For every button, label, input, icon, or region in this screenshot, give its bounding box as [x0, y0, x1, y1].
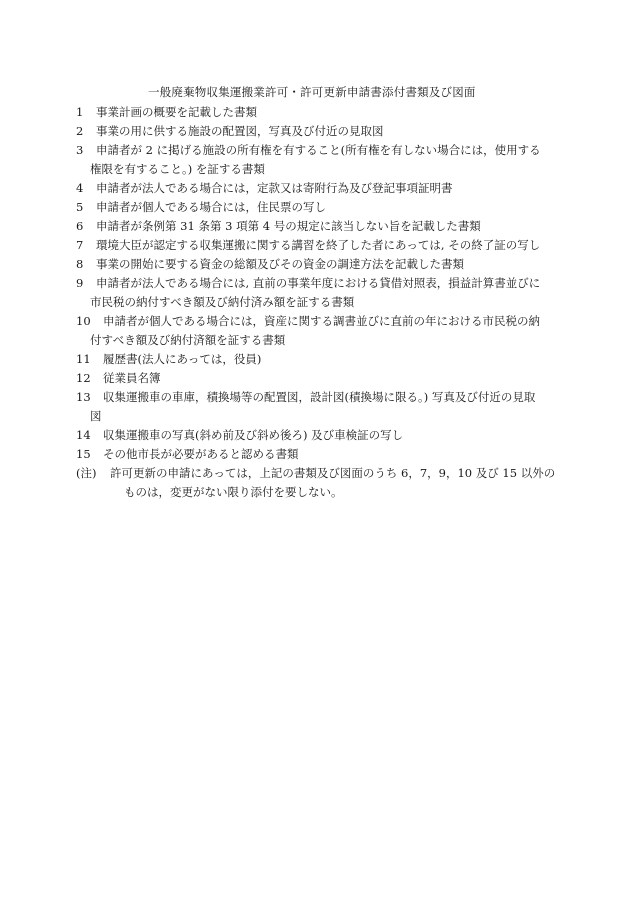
note-label: (注): [76, 466, 97, 480]
item-number: 8: [76, 257, 84, 271]
attachment-list: [76, 103, 554, 502]
list-item: [76, 312, 554, 350]
item-number: 10: [76, 314, 91, 328]
list-item: [76, 103, 554, 122]
item-line: 申請者が 2 に掲げる施設の所有権を有すること(所有権を有しない場合には，使用する: [96, 143, 541, 157]
item-number: 4: [76, 181, 84, 195]
item-number: 12: [76, 371, 91, 385]
list-item: [76, 388, 554, 426]
item-text: 申請者が条例第 31 条第 3 項第 4 号の規定に該当しない旨を記載した書類: [96, 219, 481, 233]
item-continuation: 図: [90, 409, 102, 423]
item-text: 事業の用に供する施設の配置図，写真及び付近の見取図: [96, 124, 384, 138]
item-number: 5: [76, 200, 84, 214]
list-item: [76, 217, 554, 236]
note-text: [110, 464, 555, 502]
list-item: [76, 350, 554, 369]
item-text: その他市長が必要があると認める書類: [103, 447, 299, 461]
item-text: [90, 312, 554, 350]
list-item: [76, 198, 554, 217]
item-text: 申請者が個人である場合には，住民票の写し: [96, 200, 326, 214]
item-number: 13: [76, 390, 91, 404]
item-text: 履歴書(法人にあっては，役員): [103, 352, 262, 366]
list-item: [76, 236, 554, 255]
list-item: [76, 255, 554, 274]
item-text: 環境大臣が認定する収集運搬に関する講習を終了した者にあっては, その終了証の写し: [96, 238, 541, 252]
item-number: 1: [76, 105, 84, 119]
item-number: 7: [76, 238, 84, 252]
item-continuation: 市民税の納付すべき額及び納付済み額を証する書類: [90, 295, 355, 309]
item-number: 6: [76, 219, 84, 233]
list-item: [76, 274, 554, 312]
list-item: [76, 369, 554, 388]
item-text: 事業の開始に要する資金の総額及びその資金の調達方法を記載した書類: [96, 257, 464, 271]
note-continuation: ものは，変更がない限り添付を要しない。: [124, 485, 343, 499]
item-number: 15: [76, 447, 91, 461]
item-continuation: 付すべき額及び納付済額を証する書類: [90, 333, 286, 347]
list-item: [76, 141, 554, 179]
list-item: [76, 122, 554, 141]
list-item: [76, 445, 554, 464]
item-number: 14: [76, 428, 91, 442]
item-text: [90, 141, 554, 179]
item-text: 従業員名簿: [103, 371, 161, 385]
item-number: 2: [76, 124, 84, 138]
item-text: [90, 388, 554, 426]
item-number: 3: [76, 143, 84, 157]
item-text: 事業計画の概要を記載した書類: [96, 105, 257, 119]
item-text: 収集運搬車の写真(斜め前及び斜め後ろ) 及び車検証の写し: [103, 428, 404, 442]
note: [76, 464, 554, 502]
list-item: [76, 426, 554, 445]
item-line: 申請者が法人である場合には, 直前の事業年度における貸借対照表，損益計算書並びに: [96, 276, 541, 290]
item-line: 申請者が個人である場合には，資産に関する調書並びに直前の年における市民税の納: [103, 314, 540, 328]
item-number: 11: [76, 352, 91, 366]
item-number: 9: [76, 276, 84, 290]
list-item: [76, 179, 554, 198]
note-line: 許可更新の申請にあっては，上記の書類及び図面のうち 6，7，9，10 及び 15 以外の: [110, 466, 556, 480]
item-text: 申請者が法人である場合には，定款又は寄附行為及び登記事項証明書: [96, 181, 453, 195]
document-title: 一般廃棄物収集運搬業許可・許可更新申請書添付書類及び図面: [148, 85, 476, 99]
item-line: 収集運搬車の車庫，積換場等の配置図，設計図(積換場に限る。) 写真及び付近の見取: [103, 390, 536, 404]
item-text: [90, 274, 554, 312]
item-continuation: 権限を有すること。) を証する書類: [90, 162, 265, 176]
